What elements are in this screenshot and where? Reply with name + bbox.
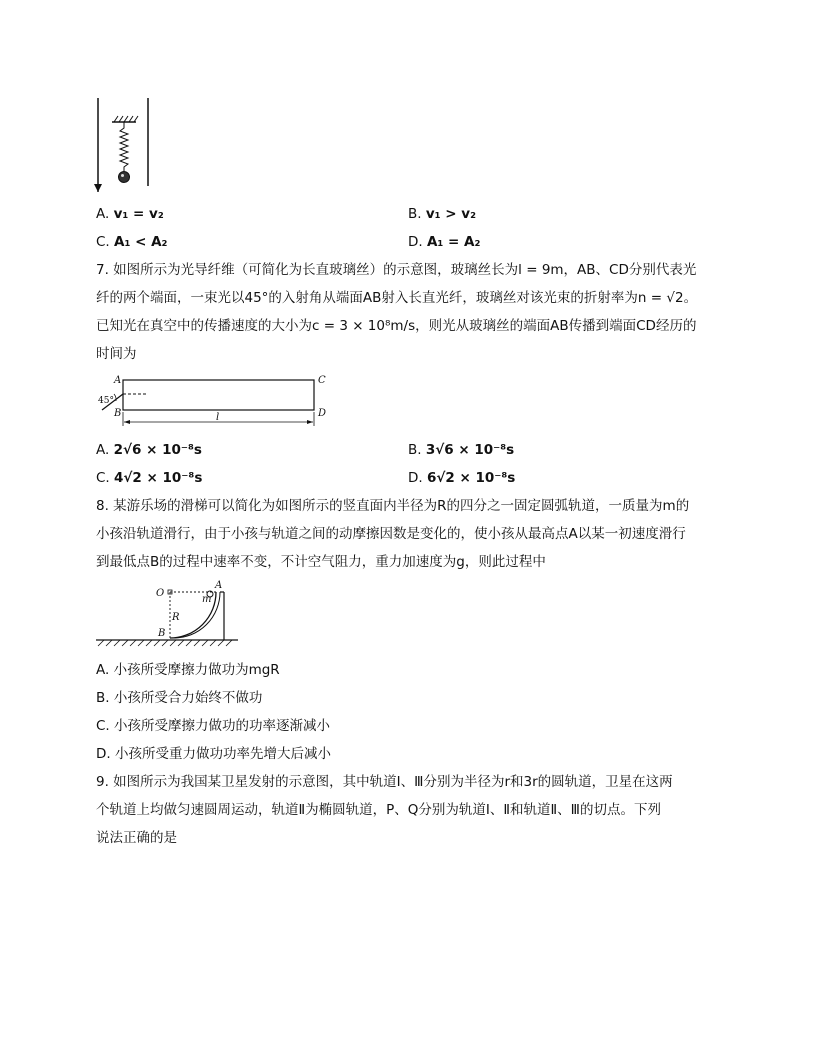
slide-label-a: A bbox=[215, 580, 223, 591]
slide-track-figure bbox=[96, 580, 246, 650]
fiber-label-angle: 45° bbox=[98, 396, 114, 406]
q8-option-a[interactable]: A. 小孩所受摩擦力做功为mgR bbox=[96, 662, 280, 678]
fiber-label-a: A bbox=[114, 375, 122, 386]
q6-option-d[interactable]: D. A₁ = A₂ bbox=[408, 234, 481, 250]
spring-pendulum-figure bbox=[90, 96, 160, 196]
slide-label-r: R bbox=[172, 612, 180, 623]
slide-label-o: O bbox=[156, 588, 165, 599]
fiber-label-b: B bbox=[114, 408, 122, 419]
q7-stem-line-3: 已知光在真空中的传播速度的大小为c = 3 × 10⁸m/s，则光从玻璃丝的端面AB传播到端面CD经历的 bbox=[96, 318, 697, 334]
q8-stem-line-2: 小孩沿轨道滑行，由于小孩与轨道之间的动摩擦因数是变化的，使小孩从最高点A以某一初速度滑行 bbox=[96, 526, 686, 542]
q7-stem-line-4: 时间为 bbox=[96, 346, 137, 362]
q6-option-b[interactable]: B. v₁ > v₂ bbox=[408, 206, 476, 222]
slide-label-b: B bbox=[158, 628, 166, 639]
fiber-label-d: D bbox=[318, 408, 327, 419]
q8-stem-line-1: 8. 某游乐场的滑梯可以简化为如图所示的竖直面内半径为R的四分之一固定圆弧轨道，一质量为m的 bbox=[96, 498, 690, 514]
q8-stem-line-3: 到最低点B的过程中速率不变，不计空气阻力，重力加速度为g，则此过程中 bbox=[96, 554, 546, 570]
q7-option-c[interactable]: C. 4√2 × 10⁻⁸s bbox=[96, 470, 203, 486]
q6-option-a[interactable]: A. v₁ = v₂ bbox=[96, 206, 164, 222]
q8-option-d[interactable]: D. 小孩所受重力做功功率先增大后减小 bbox=[96, 746, 331, 762]
q9-stem-line-1: 9. 如图所示为我国某卫星发射的示意图，其中轨道Ⅰ、Ⅲ分别为半径为r和3r的圆轨道，卫星在这两 bbox=[96, 774, 673, 790]
q9-stem-line-3: 说法正确的是 bbox=[96, 830, 177, 846]
q9-stem-line-2: 个轨道上均做匀速圆周运动，轨道Ⅱ为椭圆轨道，P、Q分别为轨道Ⅰ、Ⅱ和轨道Ⅱ、Ⅲ的切点。下列 bbox=[96, 802, 661, 818]
q7-stem-line-1: 7. 如图所示为光导纤维（可简化为长直玻璃丝）的示意图，玻璃丝长为l = 9m，AB、CD分别代表光 bbox=[96, 262, 697, 278]
q6-option-c[interactable]: C. A₁ < A₂ bbox=[96, 234, 168, 250]
q7-option-d[interactable]: D. 6√2 × 10⁻⁸s bbox=[408, 470, 516, 486]
q8-option-b[interactable]: B. 小孩所受合力始终不做功 bbox=[96, 690, 263, 706]
q7-stem-line-2: 纤的两个端面，一束光以45°的入射角从端面AB射入长直光纤，玻璃丝对该光束的折射率为n = √2。 bbox=[96, 290, 698, 306]
fiber-label-c: C bbox=[318, 375, 326, 386]
fiber-label-length: l bbox=[216, 412, 220, 423]
q8-option-c[interactable]: C. 小孩所受摩擦力做功的功率逐渐减小 bbox=[96, 718, 331, 734]
slide-label-m: m bbox=[202, 594, 212, 605]
q7-option-a[interactable]: A. 2√6 × 10⁻⁸s bbox=[96, 442, 202, 458]
optical-fiber-figure bbox=[96, 372, 336, 430]
q7-option-b[interactable]: B. 3√6 × 10⁻⁸s bbox=[408, 442, 515, 458]
